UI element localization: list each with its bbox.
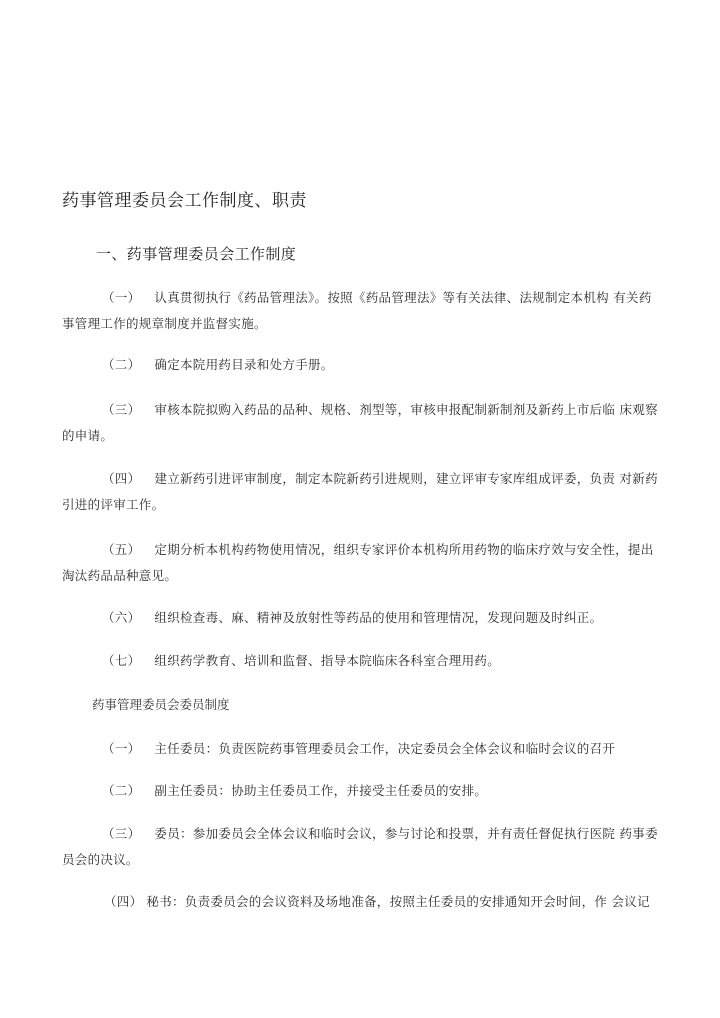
section-heading-member-rules: 药事管理委员会委员制度 <box>92 697 230 712</box>
item-text: 认真贯彻执行《药品管理法》。按照《药品管理法》等有关法律、法规制定本机构 有关药事管理工作的规章制度并监督实施。 <box>62 290 652 331</box>
item-number: （二） <box>102 783 141 798</box>
member-item-2 <box>62 778 660 804</box>
item-text: 确定本院用药目录和处方手册。 <box>154 357 334 372</box>
item-number: （二） <box>102 357 141 372</box>
item-number: （四） <box>104 894 143 909</box>
paragraph-item-7 <box>62 648 660 674</box>
item-number: （一） <box>102 290 141 305</box>
paragraph-item-2 <box>62 352 660 378</box>
paragraph-item-6 <box>62 605 660 631</box>
member-item-1 <box>62 736 660 762</box>
item-text: 组织检查毒、麻、精神及放射性等药品的使用和管理情况，发现问题及时纠正。 <box>154 610 603 625</box>
item-number: （一） <box>102 741 141 756</box>
item-number: （七） <box>102 653 141 668</box>
item-text: 委员：参加委员会全体会议和临时会议，参与讨论和投票，并有责任督促执行医院 药事委员会的决议。 <box>62 826 658 867</box>
paragraph-item-1 <box>62 285 660 337</box>
item-text: 审核本院拟购入药品的品种、规格、剂型等，审核申报配制新制剂及新药上市后临 床观察的申请。 <box>62 402 658 443</box>
paragraph-item-5 <box>62 537 660 589</box>
item-text: 主任委员：负责医院药事管理委员会工作，决定委员会全体会议和临时会议的召开 <box>154 741 616 756</box>
item-number: （六） <box>102 610 141 625</box>
item-text: 组织药学教育、培训和监督、指导本院临床各科室合理用药。 <box>154 653 501 668</box>
item-number: （四） <box>102 471 141 486</box>
member-item-3 <box>62 821 660 873</box>
paragraph-item-3 <box>62 397 660 449</box>
item-text: 秘书：负责委员会的会议资料及场地准备，按照主任委员的安排通知开会时间，作 会议记 <box>146 894 650 909</box>
section-heading-work-rules: 一、药事管理委员会工作制度 <box>96 245 297 263</box>
paragraph-item-4 <box>62 466 660 518</box>
member-item-4 <box>62 889 660 915</box>
document-title: 药事管理委员会工作制度、职责 <box>62 191 307 211</box>
item-number: （三） <box>102 402 141 417</box>
item-text: 副主任委员：协助主任委员工作，并接受主任委员的安排。 <box>154 783 488 798</box>
item-text: 定期分析本机构药物使用情况，组织专家评价本机构所用药物的临床疗效与安全性，提出淘汰药品品种意见。 <box>62 542 654 583</box>
item-text: 建立新药引进评审制度，制定本院新药引进规则，建立评审专家库组成评委，负责 对新药引进的评审工作。 <box>62 471 658 512</box>
item-number: （三） <box>102 826 141 841</box>
item-number: （五） <box>102 542 141 557</box>
